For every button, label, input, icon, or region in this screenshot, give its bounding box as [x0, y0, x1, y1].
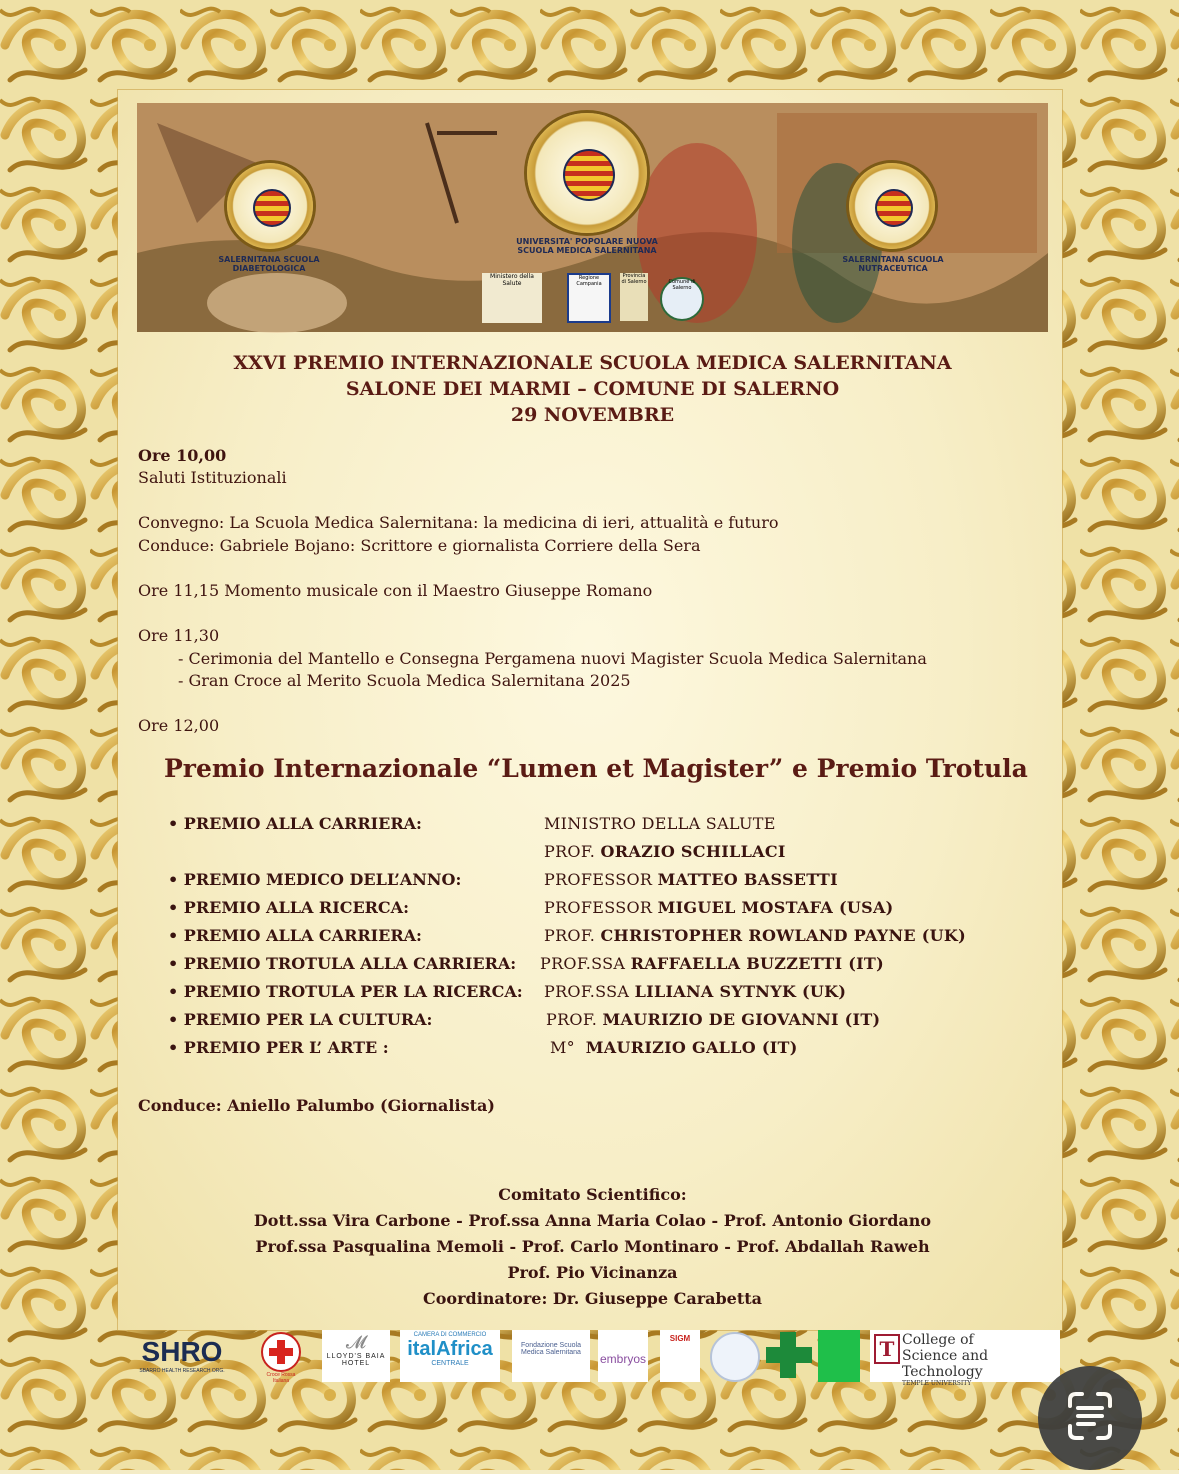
committee-title: Comitato Scientifico:	[498, 1185, 687, 1204]
shro-logo	[126, 1330, 238, 1382]
round-emblem-icon	[710, 1332, 760, 1382]
event-title-block	[137, 350, 1048, 428]
award-prefix: M°	[550, 1038, 575, 1057]
award-label: • PREMIO MEDICO DELL’ANNO:	[168, 870, 462, 889]
fondazione-logo	[512, 1330, 590, 1382]
awards-title: Premio Internazionale “Lumen et Magister” e Premio Trotula	[164, 754, 1028, 783]
event-venue: SALONE DEI MARMI – COMUNE DI SALERNO	[345, 378, 840, 400]
award-label: • PREMIO TROTULA PER LA RICERCA:	[168, 982, 523, 1001]
award-prefix: PROF.SSA	[544, 982, 630, 1001]
italafrica-logo-text: italAfrica	[407, 1338, 493, 1360]
committee-line-1: Dott.ssa Vira Carbone - Prof.ssa Anna Maria Colao - Prof. Antonio Giordano	[253, 1211, 932, 1230]
program-item-1: Saluti Istituzionali	[138, 468, 287, 487]
seal-nuova-scuola-medica	[527, 113, 647, 233]
round-emblem-logo	[710, 1330, 760, 1382]
program-time-1: Ore 10,00	[138, 446, 227, 465]
award-label: • PREMIO ALLA RICERCA:	[168, 898, 409, 917]
award-value	[544, 866, 838, 894]
award-label: • PREMIO ALLA CARRIERA:	[168, 814, 422, 833]
sponsor-logos	[126, 1330, 1066, 1386]
italafrica-top-text: CAMERA DI COMMERCIO	[413, 1332, 487, 1338]
italafrica-subtitle: CENTRALE	[431, 1360, 469, 1367]
event-date: 29 NOVEMBRE	[510, 404, 675, 426]
shro-logo-subtitle: SBARRO HEALTH RESEARCH ORG.	[139, 1368, 225, 1374]
committee-coordinator: Coordinatore: Dr. Giuseppe Carabetta	[423, 1289, 762, 1308]
committee-line-3: Prof. Pio Vicinanza	[507, 1263, 678, 1282]
award-name: RAFFAELLA BUZZETTI (IT)	[630, 954, 884, 973]
committee-line-2: Prof.ssa Pasqualina Memoli - Prof. Carlo Montinaro - Prof. Abdallah Raweh	[255, 1237, 930, 1256]
seal-nutraceutica	[849, 163, 935, 249]
award-name: MAURIZIO GALLO (IT)	[585, 1038, 798, 1057]
sigm-logo-text: SIGM	[669, 1334, 691, 1343]
award-label: • PREMIO PER L’ ARTE :	[168, 1038, 389, 1057]
award-value	[544, 894, 894, 922]
award-name: MATTEO BASSETTI	[657, 870, 838, 889]
scan-text-button[interactable]	[1038, 1366, 1142, 1470]
program-sub-1: - Cerimonia del Mantello e Consegna Pergamena nuovi Magister Scuola Medica Salernitana	[178, 649, 927, 668]
red-cross-icon	[261, 1332, 301, 1372]
green-square-logo	[818, 1330, 860, 1382]
award-name: ORAZIO SCHILLACI	[600, 842, 786, 861]
award-value	[546, 1006, 880, 1034]
ministero-logo: Ministero della Salute	[482, 273, 542, 323]
awards-conduce: Conduce: Aniello Palumbo (Giornalista)	[138, 1096, 495, 1115]
program-time-3: Ore 11,30	[138, 626, 220, 645]
temple-line-3: TEMPLE UNIVERSITY	[902, 1380, 972, 1387]
award-prefix: PROF.	[544, 842, 596, 861]
program-sub-2: - Gran Croce al Merito Scuola Medica Salernitana 2025	[178, 671, 631, 690]
croce-rossa-caption: Croce Rossa Italiana	[266, 1372, 296, 1384]
award-value	[544, 838, 786, 866]
temple-line-1: College of	[902, 1332, 974, 1348]
embryos-logo	[598, 1330, 648, 1382]
award-value	[540, 950, 884, 978]
lloyds-emblem-icon: 𝓜	[345, 1332, 367, 1352]
award-label: • PREMIO PER LA CULTURA:	[168, 1010, 433, 1029]
patron-logos	[482, 273, 732, 325]
pharmacy-cross-logo	[766, 1330, 812, 1382]
program-conduce-1: Conduce: Gabriele Bojano: Scrittore e giornalista Corriere della Sera	[138, 536, 701, 555]
award-prefix: PROFESSOR	[544, 898, 653, 917]
lloyds-logo	[322, 1330, 390, 1382]
lloyds-logo-text: LLOYD'S BAIA HOTEL	[326, 1353, 386, 1367]
award-label: • PREMIO ALLA CARRIERA:	[168, 926, 422, 945]
header-banner	[137, 103, 1048, 332]
seal-center-caption: UNIVERSITA' POPOLARE NUOVA SCUOLA MEDICA SALERNITANA	[516, 237, 658, 255]
award-value	[544, 810, 776, 838]
award-name: LILIANA SYTNYK (UK)	[634, 982, 847, 1001]
award-name: MAURIZIO DE GIOVANNI (IT)	[602, 1010, 881, 1029]
award-value	[550, 1034, 798, 1062]
temple-t-icon: T	[874, 1334, 900, 1364]
scan-text-icon	[1038, 1366, 1142, 1470]
program-time-4: Ore 12,00	[138, 716, 220, 735]
award-prefix: PROF.SSA	[540, 954, 626, 973]
regione-campania-logo: Regione Campania	[567, 273, 611, 323]
embryos-logo-text: embryos	[599, 1352, 646, 1366]
shro-logo-text: SHRO	[141, 1336, 223, 1367]
sigm-logo	[660, 1330, 700, 1382]
award-value	[544, 978, 846, 1006]
program-convegno: Convegno: La Scuola Medica Salernitana: la medicina di ieri, attualità e futuro	[138, 513, 779, 532]
comune-salerno-logo: Comune di Salerno	[660, 277, 704, 321]
croce-rossa-logo	[258, 1330, 304, 1382]
temple-university-logo	[870, 1330, 1060, 1387]
award-name: CHRISTOPHER ROWLAND PAYNE (UK)	[600, 926, 966, 945]
award-prefix: PROF.	[546, 1010, 598, 1029]
award-label: • PREMIO TROTULA ALLA CARRIERA:	[168, 954, 517, 973]
award-prefix: PROF.	[544, 926, 596, 945]
event-title: XXVI PREMIO INTERNAZIONALE SCUOLA MEDICA SALERNITANA	[233, 352, 952, 374]
seal-right-caption: SALERNITANA SCUOLA NUTRACEUTICA	[842, 255, 944, 273]
program-time-2: Ore 11,15 Momento musicale con il Maestro Giuseppe Romano	[138, 581, 653, 600]
seal-left-caption: SALERNITANA SCUOLA DIABETOLOGICA	[218, 255, 320, 273]
committee-block	[137, 1182, 1048, 1312]
temple-line-2: Science and Technology	[902, 1348, 989, 1380]
fondazione-logo-text: Fondazione Scuola Medica Salernitana	[521, 1342, 581, 1356]
award-prefix: MINISTRO DELLA SALUTE	[544, 814, 776, 833]
seal-diabetologica	[227, 163, 313, 249]
award-name: MIGUEL MOSTAFA (USA)	[657, 898, 894, 917]
provincia-salerno-logo: Provincia di Salerno	[620, 273, 648, 321]
award-prefix: PROFESSOR	[544, 870, 653, 889]
italafrica-logo	[400, 1330, 500, 1382]
award-value	[544, 922, 966, 950]
